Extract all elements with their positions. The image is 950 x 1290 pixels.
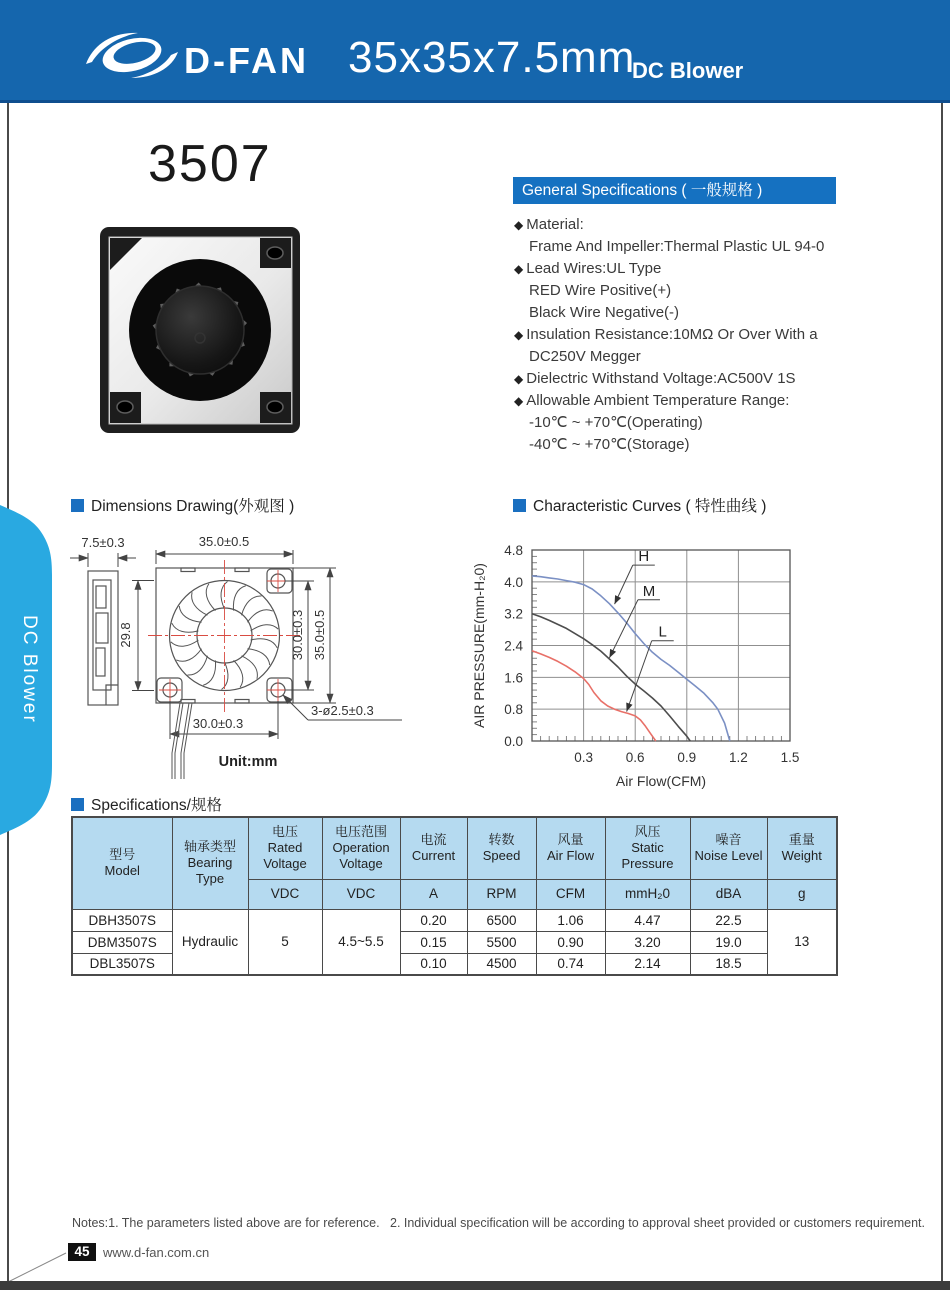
header-cell: 轴承类型 Bearing Type <box>172 817 248 909</box>
model-number: 3507 <box>148 135 272 193</box>
header-cell: 重量 Weight <box>767 817 837 879</box>
svg-text:0.0: 0.0 <box>504 734 523 749</box>
spec-list-item <box>514 258 934 280</box>
diamond-bullet-icon: ◆ <box>514 372 524 386</box>
header-cell: 风量 Air Flow <box>536 817 605 879</box>
header-cell: 转数 Speed <box>467 817 536 879</box>
spec-list-text: RED Wire Positive(+) <box>529 282 672 299</box>
spec-section-title <box>71 793 222 815</box>
unit-cell: CFM <box>536 879 605 909</box>
spec-list-item <box>514 236 934 258</box>
diamond-bullet-icon: ◆ <box>514 394 524 408</box>
general-specs-list <box>514 214 934 456</box>
spec-list-item <box>514 346 934 368</box>
cell-noise: 22.5 <box>690 909 767 931</box>
cell-speed: 6500 <box>467 909 536 931</box>
svg-text:1.2: 1.2 <box>729 750 748 765</box>
header-cell: 风压 Static Pressure <box>605 817 690 879</box>
diamond-bullet-icon: ◆ <box>514 262 524 276</box>
cell-noise: 19.0 <box>690 931 767 953</box>
cell-airflow: 0.74 <box>536 953 605 975</box>
section-title-text: Specifications/规格 <box>91 797 222 814</box>
unit-cell: g <box>767 879 837 909</box>
cell-model: DBL3507S <box>72 953 172 975</box>
svg-text:0.9: 0.9 <box>677 750 697 765</box>
page-number: 45 <box>68 1243 96 1261</box>
cell-pressure: 3.20 <box>605 931 690 953</box>
svg-text:2.4: 2.4 <box>504 638 523 654</box>
svg-text:0.8: 0.8 <box>504 702 523 718</box>
cell-airflow: 1.06 <box>536 909 605 931</box>
dimensions-section-title <box>71 494 294 516</box>
brand-name: D-FAN <box>184 40 309 81</box>
cell-rated-voltage: 5 <box>248 909 322 975</box>
cell-model: DBH3507S <box>72 909 172 931</box>
page-title: 35x35x7.5mm <box>348 33 636 82</box>
spec-list-item <box>514 412 934 434</box>
svg-text:H: H <box>638 548 650 566</box>
sidebar-tab-label: DC Blower <box>19 615 40 724</box>
spec-list-text: Material: <box>526 216 584 233</box>
cell-current: 0.15 <box>400 931 467 953</box>
sidebar-category-tab <box>0 497 58 842</box>
svg-text:1.6: 1.6 <box>504 670 523 686</box>
spec-list-text: -40℃ ~ +70℃(Storage) <box>529 436 690 453</box>
svg-text:Air Flow(CFM): Air Flow(CFM) <box>615 773 707 789</box>
spec-table <box>71 816 838 976</box>
dim-unit: Unit:mm <box>218 754 278 770</box>
unit-cell: VDC <box>248 879 322 909</box>
unit-cell: VDC <box>322 879 400 909</box>
spec-list-text: Lead Wires:UL Type <box>526 260 662 277</box>
diamond-bullet-icon: ◆ <box>514 218 524 232</box>
cell-current: 0.20 <box>400 909 467 931</box>
section-marker-icon <box>513 499 526 512</box>
page-footer-bar <box>0 1281 950 1290</box>
section-marker-icon <box>71 798 84 811</box>
spec-list-text: Black Wire Negative(-) <box>529 304 680 321</box>
page-border-right <box>941 103 943 1281</box>
notes-text: Notes:1. The parameters listed above are for reference. 2. Individual specification will be according to approval sheet provided or customers requirement. <box>72 1216 925 1230</box>
website-url: www.d-fan.com.cn <box>103 1245 210 1260</box>
cell-noise: 18.5 <box>690 953 767 975</box>
header-cell: 噪音 Noise Level <box>690 817 767 879</box>
spec-list-item <box>514 434 934 456</box>
dim-width: 35.0±0.5 <box>198 534 250 549</box>
unit-cell: mmH₂0 <box>605 879 690 909</box>
diamond-bullet-icon: ◆ <box>514 328 524 342</box>
cell-current: 0.10 <box>400 953 467 975</box>
svg-text:M: M <box>642 582 656 600</box>
curves-section-title <box>513 494 766 516</box>
spec-list-text: -10℃ ~ +70℃(Operating) <box>529 414 703 431</box>
spec-list-item <box>514 368 934 390</box>
svg-text:3.2: 3.2 <box>504 606 523 622</box>
spec-list-text: Insulation Resistance:10MΩ Or Over With a <box>526 326 818 343</box>
spec-list-item <box>514 214 934 236</box>
svg-text:4.8: 4.8 <box>504 543 523 558</box>
header-cell: 电压范围 Operation Voltage <box>322 817 400 879</box>
svg-text:4.0: 4.0 <box>504 574 523 590</box>
dim-impeller: 29.8 <box>118 622 133 648</box>
cell-weight: 13 <box>767 909 837 975</box>
dim-mounting-holes: 3-ø2.5±0.3 <box>311 703 374 718</box>
spec-list-item <box>514 324 934 346</box>
spec-list-item <box>514 280 934 302</box>
unit-cell: dBA <box>690 879 767 909</box>
section-marker-icon <box>71 499 84 512</box>
cell-speed: 4500 <box>467 953 536 975</box>
spec-list-item <box>514 390 934 412</box>
table-row <box>72 909 837 931</box>
dim-height: 35.0±0.5 <box>312 609 327 661</box>
dim-thickness: 7.5±0.3 <box>81 535 125 550</box>
page-subtitle: DC Blower <box>632 58 744 83</box>
header-cell: 型号 Model <box>72 817 172 909</box>
product-photo-image <box>98 222 303 437</box>
cell-pressure: 2.14 <box>605 953 690 975</box>
spec-list-text: Dielectric Withstand Voltage:AC500V 1S <box>526 370 796 387</box>
dfan-logo-icon <box>84 26 180 82</box>
unit-cell: RPM <box>467 879 536 909</box>
spec-list-text: DC250V Megger <box>529 348 641 365</box>
svg-text:0.3: 0.3 <box>574 750 593 765</box>
general-specs-header: General Specifications ( 一般规格 ) <box>513 177 836 204</box>
dim-hole-pitch-v: 30.0±0.3 <box>290 609 305 661</box>
cell-airflow: 0.90 <box>536 931 605 953</box>
section-title-text: Dimensions Drawing(外观图 ) <box>91 498 295 515</box>
dim-hole-pitch-h: 30.0±0.3 <box>192 716 244 731</box>
spec-list-text: Frame And Impeller:Thermal Plastic UL 94-0 <box>529 238 825 255</box>
spec-list-text: Allowable Ambient Temperature Range: <box>526 392 790 409</box>
header-banner <box>0 0 950 103</box>
cell-bearing: Hydraulic <box>172 909 248 975</box>
cell-model: DBM3507S <box>72 931 172 953</box>
cell-speed: 5500 <box>467 931 536 953</box>
cell-operation-voltage: 4.5~5.5 <box>322 909 400 975</box>
cell-pressure: 4.47 <box>605 909 690 931</box>
dimensions-drawing <box>68 523 468 798</box>
unit-cell: A <box>400 879 467 909</box>
svg-text:1.5: 1.5 <box>780 750 800 765</box>
header-cell: 电压 Rated Voltage <box>248 817 322 879</box>
svg-text:L: L <box>658 623 667 641</box>
svg-text:0.6: 0.6 <box>625 750 645 765</box>
table-header-row <box>72 817 837 879</box>
svg-text:AIR PRESSURE(mm-H₂0): AIR PRESSURE(mm-H₂0) <box>471 563 487 728</box>
section-title-text: Characteristic Curves ( 特性曲线 ) <box>533 498 767 515</box>
header-cell: 电流 Current <box>400 817 467 879</box>
spec-list-item <box>514 302 934 324</box>
characteristic-curves-chart <box>468 518 840 793</box>
